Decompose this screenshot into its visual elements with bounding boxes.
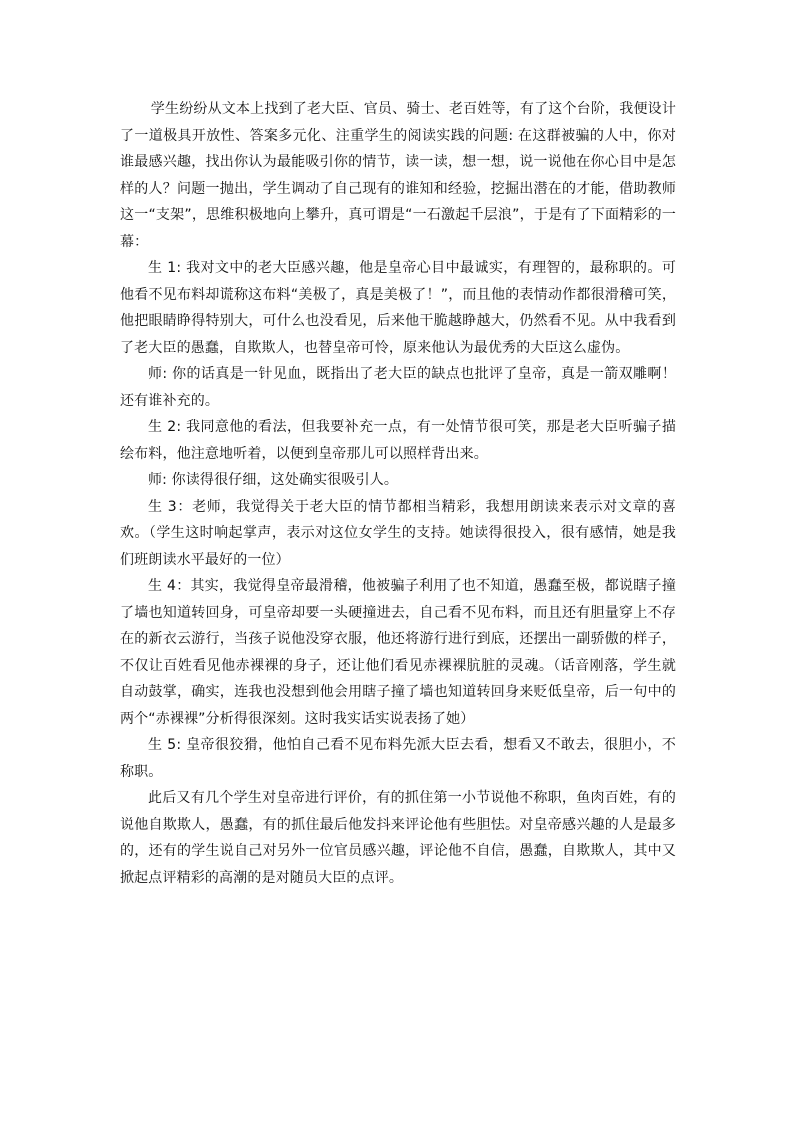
paragraph-student-3: 生 3：老师，我觉得关于老大臣的情节都相当精彩，我想用朗读来表示对文章的喜欢。（学生这时响起掌声，表示对这位女学生的支持。她读得很投入，很有感情，她是我们班朗读水平最好的一位） (120, 498, 676, 568)
paragraph-intro: 学生纷纷从文本上找到了老大臣、官员、骑士、老百姓等，有了这个台阶，我便设计了一道极具开放性、答案多元化、注重学生的阅读实践的问题: 在这群被骗的人中，你对谁最感兴趣，找出你认为最能吸引你的情节，读一读，想一想，说一说他在你心目中是怎样的人？问题一抛出，学生调动了自己现有的谁知和经验，挖掘出潜在的才能，借助教师这一“支架”，思维积极地向上攀升，真可谓是“一石激起千层浪”，于是有了下面精彩的一幕： (120, 101, 676, 250)
paragraph-student-2: 生 2: 我同意他的看法，但我要补充一点，有一处情节很可笑，那是老大臣听骗子描绘布料，他注意地听着，以便到皇帝那儿可以照样背出来。 (120, 419, 676, 462)
paragraph-student-4: 生 4：其实，我觉得皇帝最滑稽，他被骗子利用了也不知道，愚蠢至极，都说瞎子撞了墙也知道转回身，可皇帝却要一头硬撞进去，自己看不见布料，而且还有胆量穿上不存在的新衣云游行，当孩子说他没穿衣服，他还将游行进行到底，还摆出一副骄傲的样子，不仅让百姓看见他赤裸裸的身子，还让他们看见赤裸裸肮脏的灵魂。（话音刚落，学生就自动鼓掌，确实，连我也没想到他会用瞎子撞了墙也知道转回身来贬低皇帝，后一句中的两个“赤裸裸”分析得很深刻。这时我实话实说表扬了她） (120, 578, 676, 727)
paragraph-teacher-1: 师: 你的话真是一针见血，既指出了老大臣的缺点也批评了皇帝，真是一箭双雕啊！还有谁补充的。 (120, 366, 676, 409)
document-page (120, 96, 676, 891)
paragraph-teacher-2: 师: 你读得很仔细，这处确实很吸引人。 (148, 472, 399, 488)
paragraph-summary: 此后又有几个学生对皇帝进行评价，有的抓住第一小节说他不称职，鱼肉百姓，有的说他自欺欺人，愚蠢，有的抓住最后他发抖来评论他有些胆怯。对皇帝感兴趣的人是最多的，还有的学生说自己对另外一位官员感兴趣，评论他不自信，愚蠢，自欺欺人，其中又掀起点评精彩的高潮的是对随员大臣的点评。 (120, 790, 676, 886)
paragraph-student-5: 生 5: 皇帝很狡猾，他怕自己看不见布料先派大臣去看，想看又不敢去，很胆小，不称职。 (120, 737, 676, 780)
paragraph-student-1: 生 1: 我对文中的老大臣感兴趣，他是皇帝心目中最诚实，有理智的，最称职的。可他看不见布料却谎称这布料“美极了，真是美极了！”，而且他的表情动作都很滑稽可笑，他把眼睛睁得特别大，可什么也没看见，后来他干脆越睁越大，仍然看不见。从中我看到了老大臣的愚蠢，自欺欺人，也替皇帝可怜，原来他认为最优秀的大臣这么虚伪。 (120, 260, 676, 356)
